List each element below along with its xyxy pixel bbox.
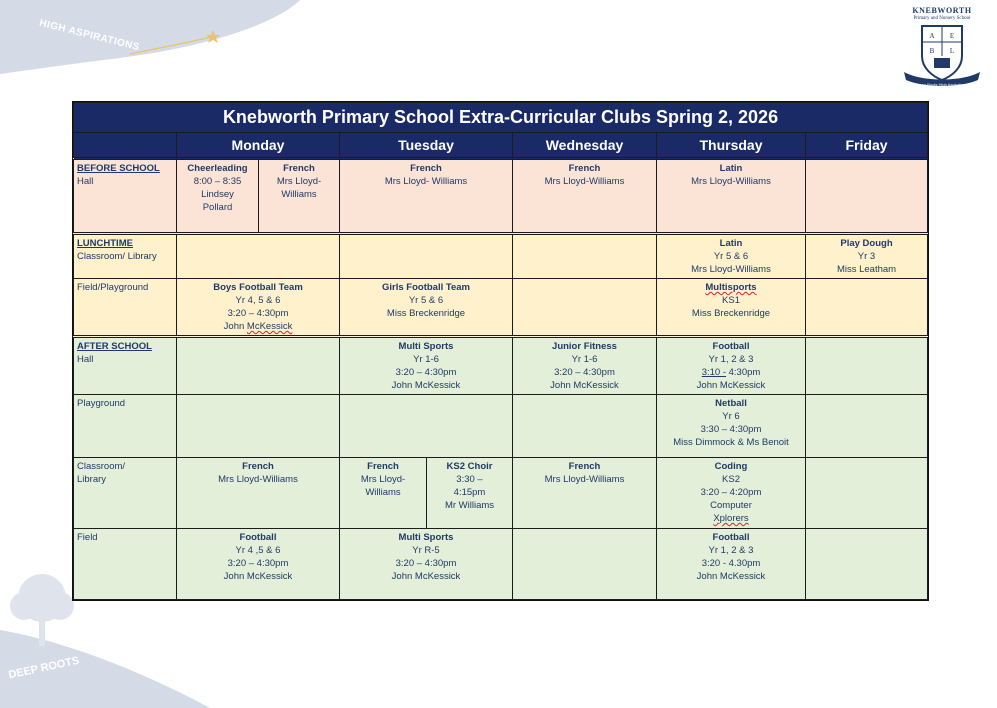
banner-text: HIGH ASPIRATIONS [38, 17, 141, 54]
footer-text: DEEP ROOTS [7, 654, 81, 682]
club-cell: Boys Football Team Yr 4, 5 & 6 3:20 – 4:30pm John McKessick [177, 279, 340, 337]
empty-cell [806, 529, 928, 600]
day-header-friday: Friday [806, 133, 928, 159]
clubs-timetable [72, 101, 929, 601]
page-title: Knebworth Primary School Extra-Curricular Clubs Spring 2, 2026 [74, 103, 928, 133]
school-crest [896, 6, 988, 86]
day-header-tuesday: Tuesday [340, 133, 513, 159]
club-cell: Football Yr 1, 2 & 3 3:20 - 4.30pm John McKessick [657, 529, 806, 600]
classroom-label: Classroom/ Library [74, 458, 177, 529]
field-label: Field [74, 529, 177, 600]
empty-cell [806, 337, 928, 395]
empty-cell [340, 234, 513, 279]
club-cell: Netball Yr 6 3:30 – 4:30pm Miss Dimmock & Ms Benoit [657, 395, 806, 458]
field-row [74, 529, 928, 600]
empty-cell [806, 458, 928, 529]
lunchtime-row [74, 234, 928, 279]
empty-cell [513, 234, 657, 279]
lunchtime-label: LUNCHTIME Classroom/ Library [74, 234, 177, 279]
playground-row [74, 395, 928, 458]
club-cell: Play Dough Yr 3 Miss Leatham [806, 234, 928, 279]
club-cell: Multisports KS1 Miss Breckenridge [657, 279, 806, 337]
club-cell: French Mrs Lloyd-Williams [177, 458, 340, 529]
svg-text:A: A [929, 32, 935, 40]
club-cell: French Mrs Lloyd- Williams [340, 159, 513, 234]
club-cell: French Mrs Lloyd-Williams [513, 159, 657, 234]
club-cell: Football Yr 1, 2 & 3 3:10 - 4:30pm John McKessick [657, 337, 806, 395]
before-school-row [74, 159, 928, 234]
crest-subtitle: Primary and Nursery School [913, 16, 971, 21]
svg-text:E: E [949, 32, 955, 40]
empty-cell [340, 395, 513, 458]
club-cell: Latin Mrs Lloyd-Williams [657, 159, 806, 234]
svg-text:L: L [949, 47, 955, 55]
empty-cell [513, 395, 657, 458]
svg-text:B: B [929, 47, 935, 55]
after-school-row [74, 337, 928, 395]
day-header-thursday: Thursday [657, 133, 806, 159]
playground-label: Playground [74, 395, 177, 458]
lunch-field-row [74, 279, 928, 337]
crest-school-name: KNEBWORTH [912, 6, 972, 15]
header-swoosh [0, 0, 310, 80]
club-cell: Coding KS2 3:20 – 4:20pm Computer Xplorers [657, 458, 806, 529]
crest-motto: Deep Roots High Aspirations [916, 82, 968, 87]
club-cell: Cheerleading 8:00 – 8:35 Lindsey Pollard [177, 159, 259, 234]
corner-header [74, 133, 177, 159]
empty-cell [806, 395, 928, 458]
club-cell: Multi Sports Yr R-5 3:20 – 4:30pm John McKessick [340, 529, 513, 600]
day-header-monday: Monday [177, 133, 340, 159]
before-school-label: BEFORE SCHOOL Hall [74, 159, 177, 234]
club-cell: Latin Yr 5 & 6 Mrs Lloyd-Williams [657, 234, 806, 279]
club-cell: French Mrs Lloyd-Williams [513, 458, 657, 529]
empty-cell [806, 159, 928, 234]
club-cell: Football Yr 4 ,5 & 6 3:20 – 4:30pm John McKessick [177, 529, 340, 600]
empty-cell [806, 279, 928, 337]
day-header-wednesday: Wednesday [513, 133, 657, 159]
empty-cell [177, 395, 340, 458]
after-school-label: AFTER SCHOOL Hall [74, 337, 177, 395]
club-cell: KS2 Choir 3:30 – 4:15pm Mr Williams [427, 458, 513, 529]
club-cell: Junior Fitness Yr 1-6 3:20 – 4:30pm John McKessick [513, 337, 657, 395]
club-cell: Girls Football Team Yr 5 & 6 Miss Breckenridge [340, 279, 513, 337]
shield-icon [902, 22, 982, 86]
empty-cell [513, 529, 657, 600]
club-cell: French Mrs Lloyd- Williams [340, 458, 427, 529]
club-cell: Multi Sports Yr 1-6 3:20 – 4:30pm John McKessick [340, 337, 513, 395]
empty-cell [177, 337, 340, 395]
club-cell: French Mrs Lloyd- Williams [259, 159, 340, 234]
empty-cell [177, 234, 340, 279]
lunch-field-label: Field/Playground [74, 279, 177, 337]
classroom-row [74, 458, 928, 529]
empty-cell [513, 279, 657, 337]
